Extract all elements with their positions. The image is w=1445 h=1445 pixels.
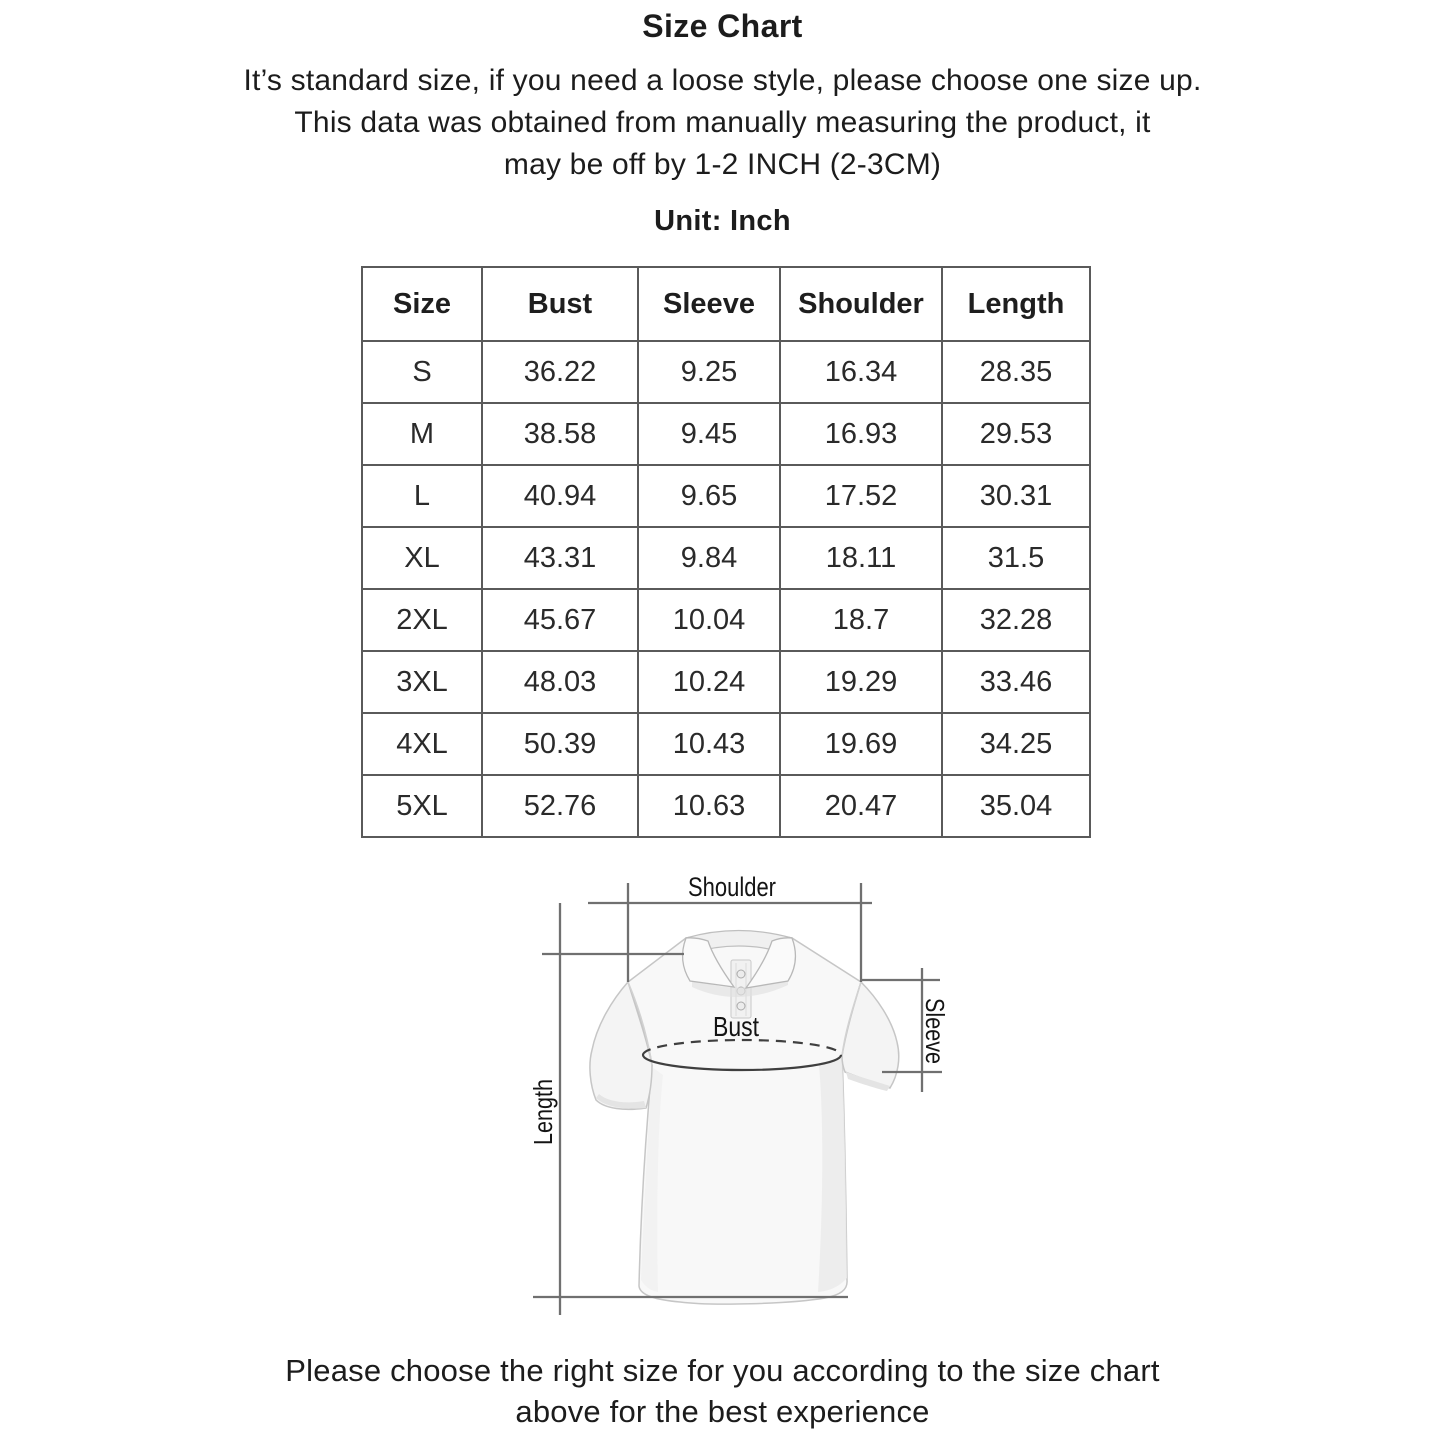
size-cell: 5XL — [362, 775, 482, 837]
bust-cell: 52.76 — [482, 775, 638, 837]
length-cell: 29.53 — [942, 403, 1090, 465]
sleeve-cell: 9.45 — [638, 403, 780, 465]
shoulder-cell: 16.93 — [780, 403, 942, 465]
page-title: Size Chart — [642, 8, 803, 44]
shoulder-cell: 18.7 — [780, 589, 942, 651]
footer-line-1: Please choose the right size for you according to the size chart — [285, 1353, 1160, 1388]
table-header-row — [362, 267, 1090, 341]
bust-cell: 50.39 — [482, 713, 638, 775]
header-bust: Bust — [482, 267, 638, 341]
header-shoulder: Shoulder — [780, 267, 942, 341]
button — [737, 970, 745, 978]
length-cell: 31.5 — [942, 527, 1090, 589]
length-cell: 30.31 — [942, 465, 1090, 527]
sleeve-cell: 10.63 — [638, 775, 780, 837]
length-cell: 33.46 — [942, 651, 1090, 713]
bust-label: Bust — [713, 1011, 760, 1042]
shoulder-cell: 20.47 — [780, 775, 942, 837]
size-cell: L — [362, 465, 482, 527]
table-row — [362, 341, 1090, 403]
size-cell: S — [362, 341, 482, 403]
size-cell: 4XL — [362, 713, 482, 775]
sleeve-cell: 9.65 — [638, 465, 780, 527]
shirt-measurement-diagram — [500, 860, 980, 1340]
table-row — [362, 775, 1090, 837]
size-cell: XL — [362, 527, 482, 589]
length-label: Length — [528, 1065, 558, 1145]
sleeve-cell: 10.24 — [638, 651, 780, 713]
table-row — [362, 527, 1090, 589]
bust-cell: 40.94 — [482, 465, 638, 527]
table-row — [362, 465, 1090, 527]
sleeve-cell: 9.84 — [638, 527, 780, 589]
length-cell: 35.04 — [942, 775, 1090, 837]
shoulder-cell: 17.52 — [780, 465, 942, 527]
footer-note — [0, 1350, 1445, 1432]
shoulder-label: Shoulder — [688, 872, 776, 902]
sleeve-cell: 10.04 — [638, 589, 780, 651]
length-cell: 28.35 — [942, 341, 1090, 403]
intro-line-3: may be off by 1-2 INCH (2-3CM) — [503, 148, 942, 181]
unit-label: Unit: Inch — [654, 205, 791, 237]
length-cell: 34.25 — [942, 713, 1090, 775]
shoulder-cell: 19.69 — [780, 713, 942, 775]
size-cell: 2XL — [362, 589, 482, 651]
intro-line-1: It’s standard size, if you need a loose style, please choose one size up. — [243, 64, 1202, 97]
size-cell: 3XL — [362, 651, 482, 713]
intro-paragraph — [0, 60, 1445, 186]
bust-cell: 43.31 — [482, 527, 638, 589]
sleeve-cell: 10.43 — [638, 713, 780, 775]
table-row — [362, 589, 1090, 651]
table-row — [362, 651, 1090, 713]
intro-line-2: This data was obtained from manually measuring the product, it — [294, 106, 1151, 139]
button — [737, 1002, 745, 1010]
sleeve-label: Sleeve — [920, 998, 950, 1078]
table-row — [362, 713, 1090, 775]
size-table — [361, 266, 1091, 838]
length-cell: 32.28 — [942, 589, 1090, 651]
header-sleeve: Sleeve — [638, 267, 780, 341]
header-length: Length — [942, 267, 1090, 341]
footer-line-2: above for the best experience — [515, 1394, 930, 1429]
table-row — [362, 403, 1090, 465]
bust-cell: 45.67 — [482, 589, 638, 651]
body-shade-right — [818, 1058, 847, 1292]
bust-cell: 38.58 — [482, 403, 638, 465]
header-size: Size — [362, 267, 482, 341]
shoulder-cell: 18.11 — [780, 527, 942, 589]
bust-cell: 48.03 — [482, 651, 638, 713]
shoulder-cell: 19.29 — [780, 651, 942, 713]
sleeve-cell: 9.25 — [638, 341, 780, 403]
shoulder-cell: 16.34 — [780, 341, 942, 403]
bust-cell: 36.22 — [482, 341, 638, 403]
size-cell: M — [362, 403, 482, 465]
